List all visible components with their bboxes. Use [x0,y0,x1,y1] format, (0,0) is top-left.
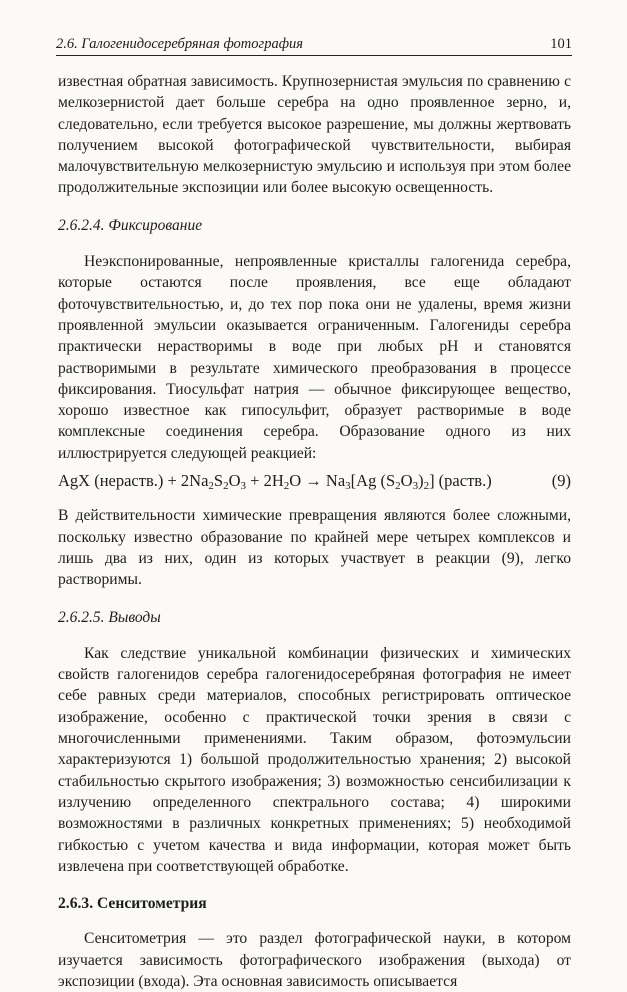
heading-fixing: 2.6.2.4. Фиксирование [58,216,203,234]
equation-9 [58,470,571,497]
paragraph-continuation: известная обратная зависимость. Крупнозернистая эмульсия по сравнению с мелкозернистой дает больше серебра на одно проявленное зерно, и, следовательно, если требуется высокое разрешение, мы должны жертвовать получением высокой фотографической чувствительности, выбирая малочувствительную мелкозернистую эмульсию и используя при этом более продолжительные экспозиции или более высокую освещенность. [58,73,571,197]
equation-body: AgX (нераств.) + $2Na_2S_2O_3 + 2H_2O \to Na_3[Ag$ $(S_2O_3)_2$] (раств.) [58,471,492,493]
running-header [56,36,572,56]
heading-sensitometry: 2.6.3. Сенситометрия [58,895,207,913]
paragraph-complexes: В действительности химические превращения являются более сложными, поскольку известно образование по крайней мере четырех комплексов и лишь два из них, один из которых участвует в реакции (9), легко растворимы. [58,507,571,589]
page-number: 101 [550,36,572,52]
paragraph-conclusions: Как следствие уникальной комбинации физических и химических свойств галогенидов серебра галогенидосеребряная фотография не имеет себе равных среди материалов, способных регистрировать оптическое изображение, особенно с практической точки зрения в связи с многочисленными применениями. Таким образом, фотоэмульсии характеризуются 1) большой продолжительностью хранения; 2) высокой стабильностью скрытого изображения; 3) возможностью сенсибилизации к излучению определенного спектрального состава; 4) широкими возможностями в различных конкретных применениях; 5) необходимой гибкостью с учетом качества и вида информации, которая может быть извлечена при соответствующей обработке. [58,644,571,875]
heading-conclusions: 2.6.2.5. Выводы [58,608,161,626]
equation-number: (9) [551,471,571,491]
page-body [58,71,571,992]
paragraph-sensitometry: Сенситометрия — это раздел фотографической науки, в котором изучается зависимость фотографического изображения (выхода) от экспозиции (входа). Эта основная зависимость описывается [58,930,571,990]
header-section-title: 2.6. Галогенидосеребряная фотография [56,36,303,52]
paragraph-fixing: Неэкспонированные, непроявленные кристаллы галогенида серебра, которые остаются после проявления, все еще обладают фоточувствительностью, и, до тех пор пока они не удалены, время жизни проявленной эмульсии оказывается ограниченным. Галогениды серебра практически нерастворимы в воде при любых pH и становятся растворимыми в результате химического преобразования в процессе фиксирования. Тиосульфат натрия — обычное фиксирующее вещество, хорошо известное как гипосульфит, образует растворимые в воде комплексные соединения серебра. Образование одного из них иллюстрируется следующей реакцией: [58,253,571,462]
